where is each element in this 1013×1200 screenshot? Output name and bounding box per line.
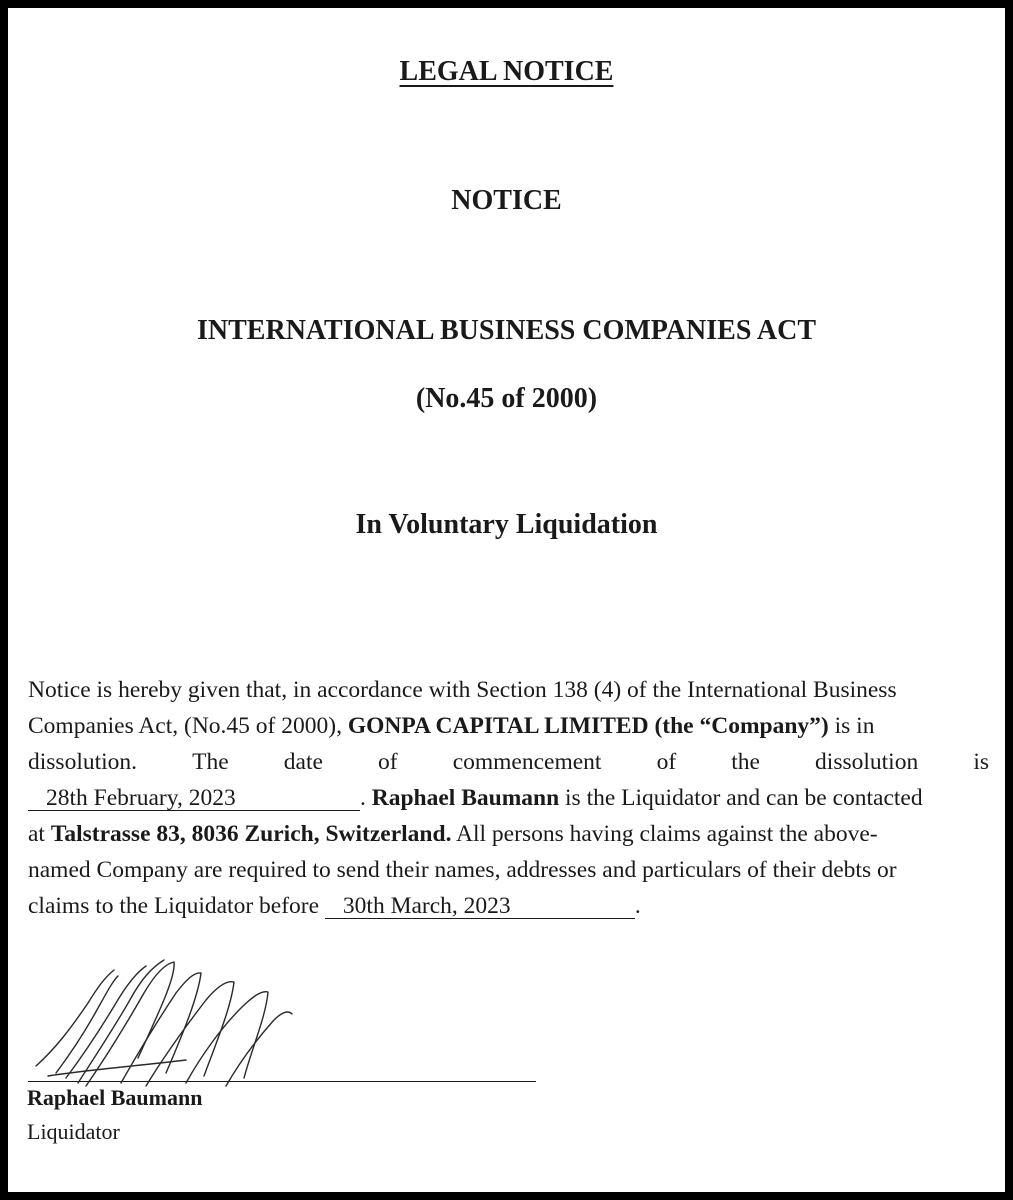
- body-line-3-word: of: [378, 749, 398, 775]
- body-line-5-start: at: [28, 821, 51, 847]
- body-line-3-word: dissolution.: [28, 749, 138, 775]
- signer-name: Raphael Baumann: [27, 1085, 203, 1110]
- body-line-7-text: claims to the Liquidator before: [28, 893, 325, 919]
- signer-role: Liquidator: [27, 1119, 120, 1144]
- body-line-5-text: All persons having claims against the above-: [451, 821, 878, 847]
- claims-deadline-field: 30th March, 2023: [325, 894, 635, 919]
- body-line-4-separator: .: [360, 785, 372, 811]
- body-line-3-word: is: [973, 749, 989, 775]
- body-line-6: named Company are required to send their names, addresses and particulars of their debts or: [28, 857, 897, 883]
- body-line-2-text: Companies Act, (No.45 of 2000),: [28, 713, 348, 739]
- body-line-1: Notice is hereby given that, in accordance with Section 138 (4) of the International Business: [28, 677, 897, 703]
- notice-title: NOTICE: [451, 185, 562, 216]
- body-line-7-end: .: [634, 893, 641, 919]
- legal-notice-page: [8, 8, 1005, 1192]
- body-line-5: [28, 816, 989, 852]
- legal-notice-heading: [8, 56, 1005, 88]
- body-line-3-word: date: [283, 749, 323, 775]
- body-line-3-word: The: [192, 749, 229, 775]
- signature-line: [28, 1081, 536, 1082]
- body-line-3-word: commencement: [452, 749, 602, 775]
- handwritten-signature: [26, 948, 306, 1098]
- body-line-2-end: is in: [828, 713, 875, 739]
- commencement-date-field: 28th February, 2023: [28, 786, 360, 811]
- notice-body: [28, 672, 989, 924]
- liquidator-name: Raphael Baumann: [371, 785, 560, 811]
- company-name: GONPA CAPITAL LIMITED (the “Company”): [347, 713, 829, 739]
- body-line-3-word: the: [731, 749, 760, 775]
- liquidator-address: Talstrasse 83, 8036 Zurich, Switzerland.: [50, 821, 452, 847]
- body-line-2: [28, 708, 989, 744]
- body-line-3-word: of: [656, 749, 677, 775]
- liquidation-status: In Voluntary Liquidation: [355, 509, 658, 540]
- body-line-3-word: dissolution: [815, 749, 919, 775]
- body-line-4: [28, 780, 989, 816]
- body-line-3: [28, 744, 989, 780]
- act-number: (No.45 of 2000): [415, 383, 598, 414]
- body-line-7: [28, 888, 989, 924]
- act-name: INTERNATIONAL BUSINESS COMPANIES ACT: [197, 315, 816, 346]
- legal-notice-title: LEGAL NOTICE: [399, 56, 614, 87]
- body-line-4-text: is the Liquidator and can be contacted: [559, 785, 923, 811]
